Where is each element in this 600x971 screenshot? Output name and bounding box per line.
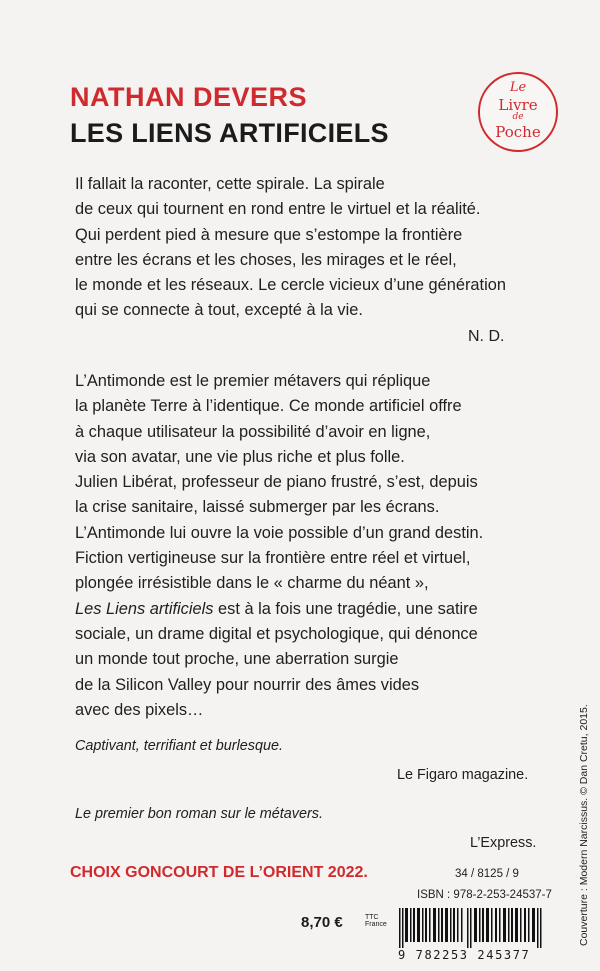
summary-line: via son avatar, une vie plus riche et plus folle. — [75, 447, 405, 466]
summary-line: de la Silicon Valley pour nourrir des âmes vides — [75, 675, 420, 694]
summary-line: Julien Libérat, professeur de piano frustré, s’est, depuis — [75, 473, 478, 492]
logo-text-le: Le — [509, 80, 527, 95]
summary-paragraph — [75, 369, 555, 723]
summary-line: avec des pixels… — [75, 700, 204, 719]
summary-line: Fiction vertigineuse sur la frontière entre réel et virtuel, — [75, 549, 471, 568]
summary-line-rest: est à la fois une tragédie, une satire — [213, 599, 478, 618]
intro-line: qui se connecte à tout, excepté à la vie. — [75, 301, 363, 320]
book-title: LES LIENS ARTIFICIELS — [70, 118, 389, 148]
isbn: ISBN : 978-2-253-24537-7 — [417, 889, 552, 901]
summary-line: L’Antimonde est le premier métavers qui réplique — [75, 372, 431, 390]
intro-line: Qui perdent pied à mesure que s’estompe la frontière — [75, 225, 463, 244]
review-quote: Captivant, terrifiant et burlesque. — [75, 738, 283, 754]
price-note — [365, 914, 387, 928]
summary-line: la planète Terre à l’identique. Ce monde artificiel offre — [75, 397, 462, 416]
intro-line: de ceux qui tournent en rond entre le virtuel et la réalité. — [75, 200, 481, 219]
summary-line: sociale, un drame digital et psychologique, qui dénonce — [75, 624, 478, 643]
cover-credit: Couverture : Modern Narcissus. © Dan Cretu, 2015. — [578, 704, 590, 946]
logo-text-de: de — [512, 112, 524, 122]
summary-line: un monde tout proche, une aberration surgie — [75, 650, 399, 669]
price-note-ttc: TTC — [365, 914, 379, 921]
logo-text-poche: Poche — [495, 123, 541, 141]
italic-book-title: Les Liens artificiels — [75, 599, 214, 618]
author-initials: N. D. — [468, 328, 505, 345]
intro-line: le monde et les réseaux. Le cercle vicieux d’une génération — [75, 276, 506, 295]
review-source: L’Express. — [470, 835, 537, 851]
catalog-code: 34 / 8125 / 9 — [455, 868, 519, 880]
barcode-digits: 9 782253 245377 — [398, 948, 531, 962]
award-label: CHOIX GONCOURT DE L’ORIENT 2022. — [70, 864, 368, 881]
summary-line — [75, 597, 555, 622]
intro-line: entre les écrans et les choses, les mirages et le réel, — [75, 250, 457, 269]
summary-line: la crise sanitaire, laissé submerger par les écrans. — [75, 498, 440, 517]
intro-line: Il fallait la raconter, cette spirale. La spirale — [75, 175, 385, 193]
review-quote: Le premier bon roman sur le métavers. — [75, 806, 323, 822]
logo-text-livre: Livre — [498, 96, 538, 114]
review-source: Le Figaro magazine. — [397, 767, 529, 783]
barcode-image — [397, 908, 545, 948]
publisher-logo — [478, 72, 558, 152]
intro-paragraph — [75, 172, 555, 324]
summary-line: L’Antimonde lui ouvre la voie possible d’un grand destin. — [75, 523, 484, 542]
price-note-france: France — [365, 921, 387, 928]
summary-line: plongée irrésistible dans le « charme du néant », — [75, 574, 429, 593]
author-name: NATHAN DEVERS — [70, 82, 308, 112]
price: 8,70 € — [301, 914, 343, 931]
summary-line: à chaque utilisateur la possibilité d’avoir en ligne, — [75, 422, 431, 441]
